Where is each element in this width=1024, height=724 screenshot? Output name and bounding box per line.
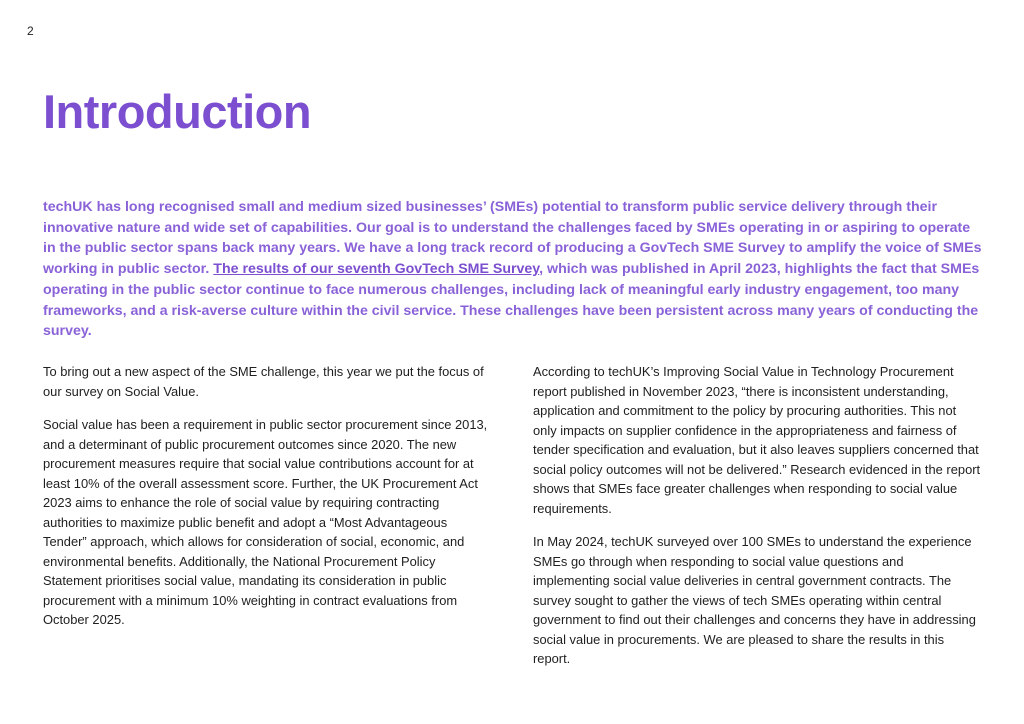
left-column bbox=[43, 362, 490, 644]
intro-text-after-link: , which was published in April 2023, highlights the fact that SMEs operating in the public sector continue to face numerous challenges, including lack of meaningful early industry engagement, too many frameworks, and a risk-averse culture within the civil service. These challenges have been persistent across many years of conducting the survey. bbox=[43, 261, 980, 340]
right-paragraph-1: According to techUK’s Improving Social Value in Technology Procurement report published in November 2023, “there is inconsistent understanding, application and commitment to the policy by procuring authorities. This not only impacts on supplier confidence in the appropriateness and fairness of tender specification and evaluation, but it also leaves suppliers concerned that social policy outcomes will not be delivered.” Research evidenced in the report shows that SMEs face greater challenges when responding to social value requirements. bbox=[533, 364, 981, 516]
right-column bbox=[533, 362, 983, 683]
intro-paragraph bbox=[43, 197, 983, 342]
intro-text-before-link: techUK has long recognised small and medium sized businesses’ (SMEs) potential to transform public service delivery through their innovative nature and wide set of capabilities. Our goal is to understand the challenges faced by SMEs operating in or aspiring to operate in the public sector spans back many years. We have a long track record of producing a GovTech SME Survey to amplify the voice of SMEs working in public sector. bbox=[43, 199, 982, 278]
left-paragraph-1: To bring out a new aspect of the SME challenge, this year we put the focus of our survey on Social Value. bbox=[43, 364, 484, 399]
page-title: Introduction bbox=[43, 85, 312, 138]
left-paragraph-2: Social value has been a requirement in public sector procurement since 2013, and a determinant of public procurement outcomes since 2020. The new procurement measures require that social value contributions account for at least 10% of the overall assessment score. Further, the UK Procurement Act 2023 aims to enhance the role of social value by requiring contracting authorities to maximize public benefit and adopt a “Most Advantageous Tender” approach, which allows for consideration of social, economic, and environmental benefits. Additionally, the National Procurement Policy Statement prioritises social value, mandating its consideration in public procurement with a minimum 10% weighting in contract evaluations from October 2025. bbox=[43, 417, 488, 627]
page-number: 2 bbox=[27, 24, 34, 38]
right-paragraph-2: In May 2024, techUK surveyed over 100 SMEs to understand the experience SMEs go through when responding to social value questions and implementing social value deliveries in central government contracts. The survey sought to gather the views of tech SMEs operating within central government to find out their challenges and concerns they have in addressing social value in procurements. We are pleased to share the results in this report. bbox=[533, 534, 976, 666]
survey-results-link[interactable]: The results of our seventh GovTech SME Survey bbox=[213, 261, 540, 278]
